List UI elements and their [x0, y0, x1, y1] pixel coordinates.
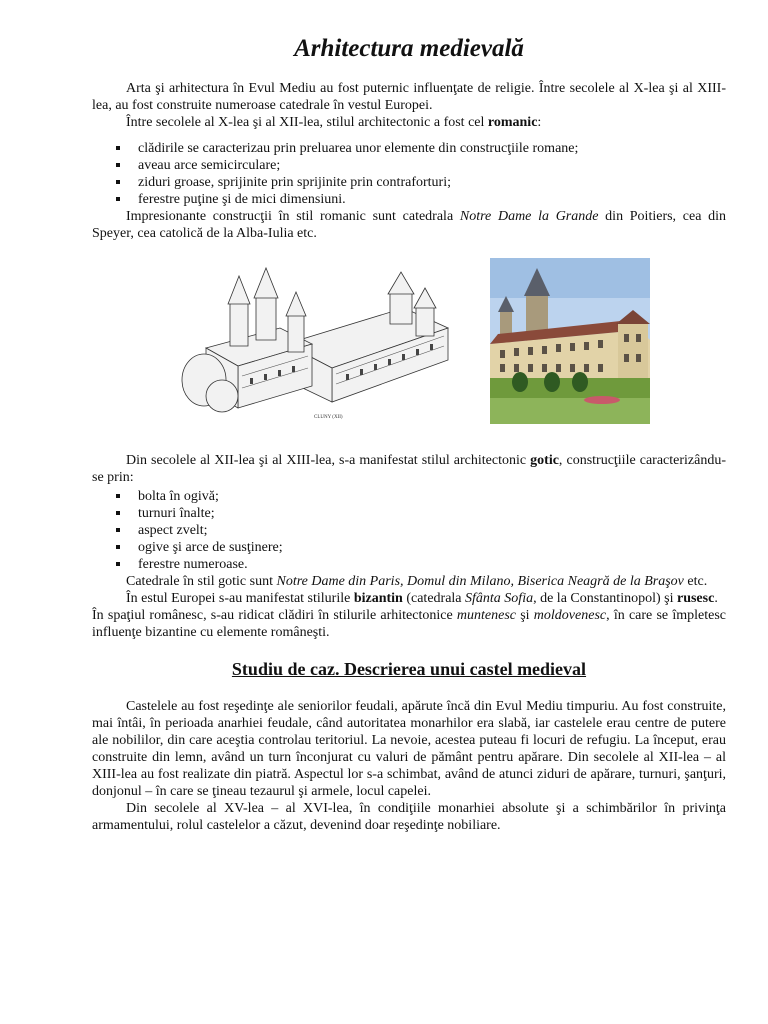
- gotic-intro-rest: , construcţiile caracterizându-se prin:: [92, 453, 726, 485]
- romanian-mid: şi: [516, 608, 534, 623]
- document-page: [92, 34, 726, 834]
- gotic-intro-text: Din secolele al XII-lea şi al XIII-lea, s-a manifestat stilul architectonic: [126, 453, 531, 468]
- gotic-term: gotic: [530, 453, 559, 468]
- romanic-intro-text: Între secolele al X-lea şi al XII-lea, stilul architectonic a fost cel: [126, 115, 488, 130]
- east-end: .: [714, 591, 718, 606]
- romanian-text: În spaţiul românesc, s-au ridicat clădiri în stilurile arhitectonice: [92, 608, 457, 623]
- gotic-intro-paragraph: [92, 452, 726, 486]
- list-item: aspect zvelt;: [116, 522, 726, 539]
- intro-paragraph: Arta şi arhitectura în Evul Mediu au fost puternic influenţate de religie. Între secolele al X-lea şi al XIII-lea, au fost construite numeroase catedrale în vestul Europei.: [92, 81, 726, 113]
- moldovenesc-term: moldovenesc: [533, 608, 607, 623]
- gotic-examples-text: Catedrale în stil gotic sunt: [126, 574, 277, 589]
- romanic-intro-paragraph: [92, 114, 726, 131]
- list-item: ferestre puţine şi de mici dimensiuni.: [116, 191, 726, 208]
- gotic-examples-italic: Notre Dame din Paris, Domul din Milano, Biserica Neagră de la Braşov: [276, 574, 684, 589]
- case-paragraph-1: Castelele au fost reşedinţe ale seniorilor feudali, apărute încă din Evul Mediu timpuriu. Au fost construite, mai întâi, în perioada anarhiei feudale, când autoritatea monarhilor era slabă, iar castelele erau centre de putere ale nobililor, din care aceştia controlau teritoriul. La nevoie, acestea puteau fi locuri de refugiu. La început, erau construite din lemn, având un turn înconjurat cu valuri de pământ pentru apărare. Din secolele al XII-lea – al XIII-lea au fost realizate din piatră. Aspectul lor s-a schimbat, având de atunci ziduri de apărare, turnuri, şanţuri, donjonul – în care se ţineau tezaurul şi armele, locul capelei.: [92, 699, 726, 799]
- page-title: Arhitectura medievală: [294, 35, 524, 62]
- cluny-abbey-drawing: [176, 262, 452, 422]
- abbey-photo: [490, 258, 650, 424]
- figure-caption: CLUNY (XII): [314, 415, 343, 420]
- list-item: clădirile se caracterizau prin preluarea unor elemente din construcţiile romane;: [116, 140, 726, 157]
- romanian-space-paragraph: [92, 607, 726, 641]
- list-item: turnuri înalte;: [116, 505, 726, 522]
- list-item: bolta în ogivă;: [116, 488, 726, 505]
- east-mid2-text: , de la Constantinopol) şi: [533, 591, 677, 606]
- romanic-examples-text: Impresionante construcţii în stil romanic sunt catedrala: [126, 209, 460, 224]
- romanic-examples-rest: din Poitiers, cea din Speyer, cea catolică de la Alba-Iulia etc.: [92, 209, 727, 241]
- sfanta-sofia-term: Sfânta Sofia: [465, 591, 534, 606]
- list-item: ziduri groase, sprijinite prin sprijinite prin contraforturi;: [116, 174, 726, 191]
- figures-row: [92, 262, 726, 452]
- romanic-features-list: [92, 140, 726, 208]
- list-item: ogive şi arce de susţinere;: [116, 539, 726, 556]
- case-study-title: Studiu de caz. Descrierea unui castel medieval: [231, 659, 587, 679]
- list-item: ferestre numeroase.: [116, 556, 726, 573]
- list-item: aveau arce semicirculare;: [116, 157, 726, 174]
- rusesc-term: rusesc: [676, 591, 715, 606]
- gotic-examples-rest: etc.: [683, 574, 708, 589]
- romanic-examples-paragraph: [92, 208, 726, 242]
- romanic-term: romanic: [487, 115, 538, 130]
- case-paragraph-2: Din secolele al XV-lea – al XVI-lea, în condiţiile monarhiei absolute şi a schimbărilor în privinţa armamentului, rolul castelelor a căzut, devenind doar reşedinţe nobiliare.: [92, 801, 726, 833]
- romanian-rest: , în care se împletesc influenţe bizantine cu elemente româneşti.: [92, 608, 726, 640]
- muntenesc-term: muntenesc: [456, 608, 517, 623]
- east-mid-text: (catedrala: [402, 591, 466, 606]
- gotic-examples-paragraph: [92, 573, 726, 590]
- gotic-features-list: [92, 488, 726, 573]
- east-europe-paragraph: [92, 590, 726, 607]
- romanic-example-italic: Notre Dame la Grande: [459, 209, 599, 224]
- east-text: În estul Europei s-au manifestat stilurile: [126, 591, 354, 606]
- bizantin-term: bizantin: [353, 591, 403, 606]
- romanic-intro-colon: :: [537, 115, 542, 130]
